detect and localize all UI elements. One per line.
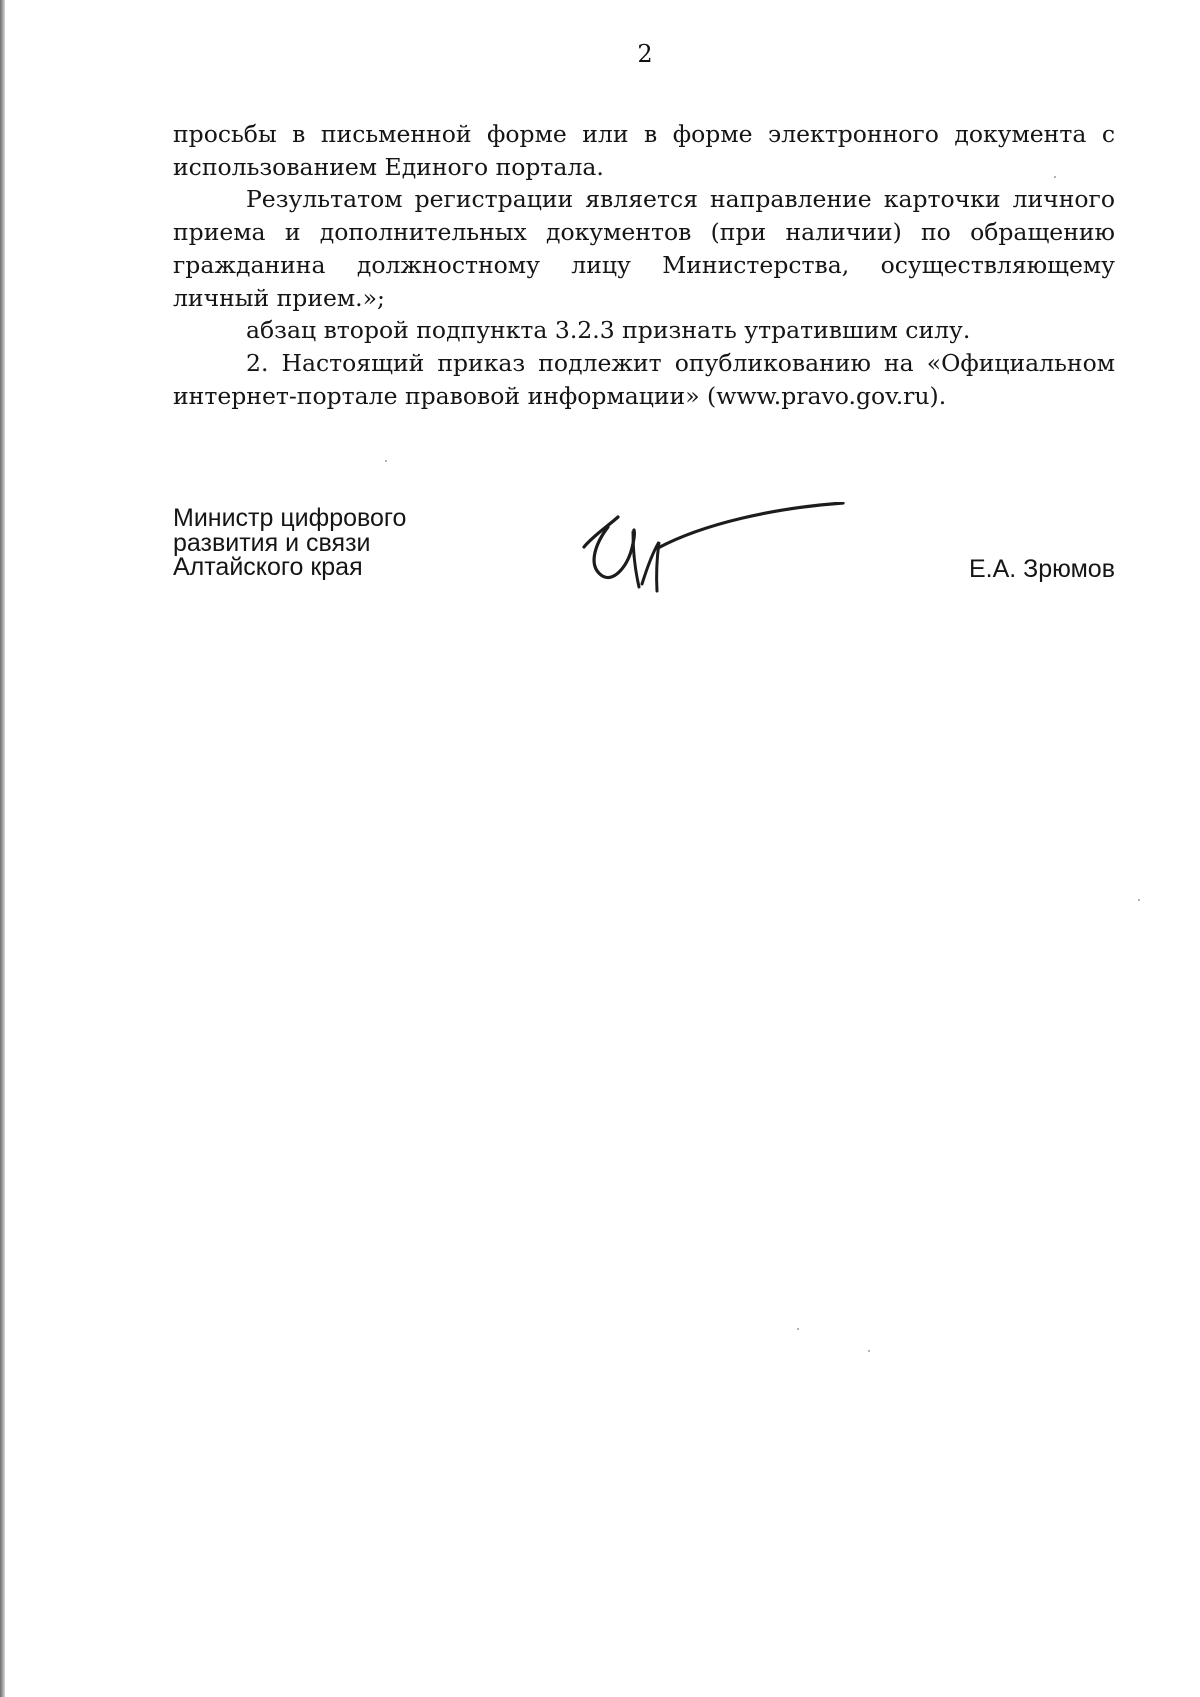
document-body <box>173 118 1115 412</box>
scan-speck <box>1054 176 1056 178</box>
signer-title-line: Алтайского края <box>173 553 363 581</box>
paragraph-subclause-repeal: абзац второй подпункта 3.2.3 признать утратившим силу. <box>246 316 971 345</box>
paragraph-publication: 2. Настоящий приказ подлежит опубликованию на «Официальном интернет-портале правовой информации» (www.pravo.gov.ru). <box>173 348 1115 410</box>
signer-title-line: развития и связи <box>173 528 371 557</box>
signer-title <box>173 506 406 580</box>
signer-title-line: Министр цифрового <box>173 504 407 532</box>
paragraph-registration-result: Результатом регистрации является направление карточки личного приема и дополнительных документов (при наличии) по обращению гражданина должностному лицу Министерства, осуществляющему личный прием.»; <box>173 185 1115 312</box>
scan-speck <box>868 1350 870 1352</box>
signer-name: Е.А. Зрюмов <box>968 555 1115 583</box>
scan-edge-shadow <box>0 0 5 1697</box>
signature-block <box>173 506 1115 606</box>
scan-speck <box>1138 899 1140 901</box>
handwritten-signature <box>563 502 863 597</box>
page-number: 2 <box>637 40 653 68</box>
scan-speck <box>385 460 387 462</box>
paragraph-request-form: просьбы в письменной форме или в форме электронного документа с использованием Единого портала. <box>173 120 1115 181</box>
scan-speck <box>797 1328 799 1330</box>
